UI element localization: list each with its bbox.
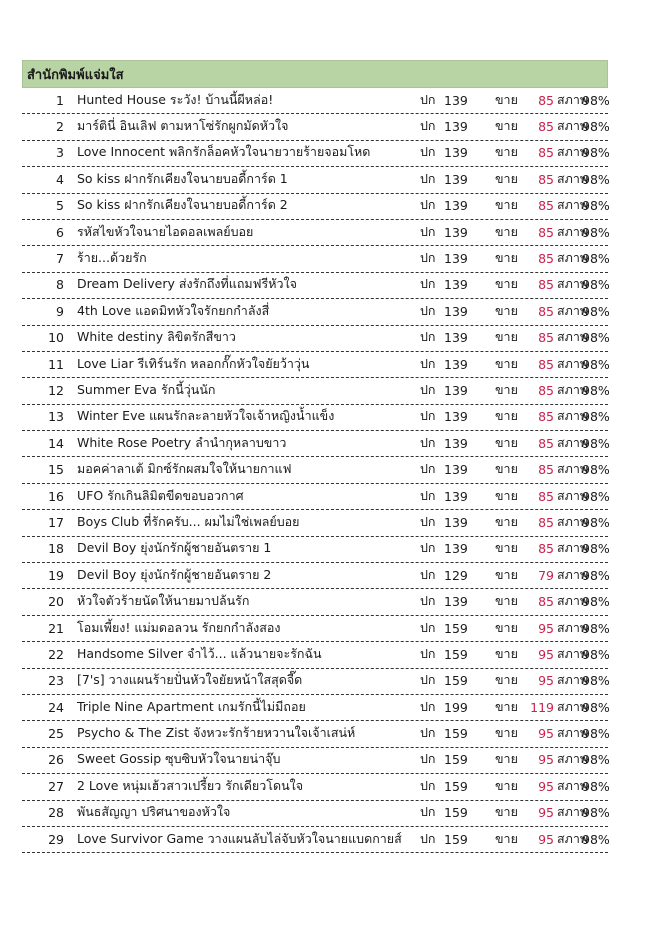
sell-price: 95	[538, 725, 554, 741]
sell-price-label: ขาย	[495, 223, 518, 239]
book-number: 11	[48, 356, 64, 372]
cover-price: 139	[444, 541, 468, 557]
condition-value: 98%	[582, 805, 610, 821]
book-number: 13	[48, 409, 64, 425]
sell-price-label: ขาย	[495, 698, 518, 714]
cover-price-label: ปก	[420, 461, 436, 477]
cover-price: 139	[444, 92, 468, 108]
sell-price-label: ขาย	[495, 751, 518, 767]
book-title: Triple Nine Apartment เกมรักนี้ไม่มีถอย	[77, 698, 306, 714]
sell-price: 85	[538, 488, 554, 504]
condition-label: สภาพ	[557, 250, 589, 266]
book-title: มาร์ตินี่ อินเลิฟ ตามหาโซ่รักผูกมัดหัวใจ	[77, 118, 289, 134]
sell-price-label: ขาย	[495, 303, 518, 319]
book-number: 17	[48, 514, 64, 530]
condition-label: สภาพ	[557, 619, 589, 635]
condition-label: สภาพ	[557, 408, 589, 424]
cover-price: 139	[444, 488, 468, 504]
condition-label: สภาพ	[557, 197, 589, 213]
book-number: 20	[48, 594, 64, 610]
cover-price-label: ปก	[420, 540, 436, 556]
cover-price: 159	[444, 831, 468, 847]
sell-price: 85	[538, 462, 554, 478]
cover-price-label: ปก	[420, 593, 436, 609]
book-number: 28	[48, 805, 64, 821]
book-number: 10	[48, 330, 64, 346]
book-number: 16	[48, 488, 64, 504]
condition-value: 98%	[582, 725, 610, 741]
sell-price-label: ขาย	[495, 619, 518, 635]
condition-value: 98%	[582, 277, 610, 293]
sell-price-label: ขาย	[495, 171, 518, 187]
sell-price: 95	[538, 673, 554, 689]
condition-label: สภาพ	[557, 144, 589, 160]
cover-price: 139	[444, 250, 468, 266]
condition-value: 98%	[582, 303, 610, 319]
condition-value: 98%	[582, 831, 610, 847]
sell-price: 85	[538, 330, 554, 346]
sell-price-label: ขาย	[495, 725, 518, 741]
sell-price: 95	[538, 752, 554, 768]
book-row	[22, 326, 608, 352]
sell-price-label: ขาย	[495, 144, 518, 160]
cover-price: 139	[444, 382, 468, 398]
cover-price: 139	[444, 171, 468, 187]
condition-value: 98%	[582, 541, 610, 557]
cover-price: 139	[444, 303, 468, 319]
book-number: 15	[48, 462, 64, 478]
cover-price: 159	[444, 805, 468, 821]
sell-price-label: ขาย	[495, 382, 518, 398]
sell-price: 79	[538, 567, 554, 583]
cover-price-label: ปก	[420, 514, 436, 530]
book-number: 23	[48, 673, 64, 689]
book-title: Love Liar รีเทิร์นรัก หลอกกั๊กหัวใจยัยว้าวุ่น	[77, 355, 310, 371]
sell-price: 85	[538, 118, 554, 134]
sell-price: 85	[538, 277, 554, 293]
cover-price-label: ปก	[420, 355, 436, 371]
condition-label: สภาพ	[557, 276, 589, 292]
sell-price-label: ขาย	[495, 197, 518, 213]
sell-price-label: ขาย	[495, 329, 518, 345]
sell-price: 85	[538, 541, 554, 557]
book-row	[22, 141, 608, 167]
cover-price: 139	[444, 462, 468, 478]
condition-label: สภาพ	[557, 540, 589, 556]
condition-value: 98%	[582, 594, 610, 610]
sell-price: 85	[538, 171, 554, 187]
condition-label: สภาพ	[557, 778, 589, 794]
book-row	[22, 352, 608, 378]
condition-value: 98%	[582, 382, 610, 398]
publisher-header	[22, 60, 608, 88]
book-row	[22, 774, 608, 800]
book-title: So kiss ฝากรักเคียงใจนายบอดี้การ์ด 1	[77, 171, 288, 187]
condition-value: 98%	[582, 778, 610, 794]
cover-price-label: ปก	[420, 91, 436, 107]
cover-price-label: ปก	[420, 434, 436, 450]
book-number: 18	[48, 541, 64, 557]
book-title: Handsome Silver จำไว้... แล้วนายจะรักฉัน	[77, 646, 322, 662]
book-number: 25	[48, 725, 64, 741]
book-row	[22, 457, 608, 483]
book-number: 29	[48, 831, 64, 847]
condition-label: สภาพ	[557, 751, 589, 767]
book-title: Hunted House ระวัง! บ้านนี้ผีหล่อ!	[77, 91, 274, 107]
book-title: White Rose Poetry ลำนำกุหลาบขาว	[77, 434, 287, 450]
cover-price: 159	[444, 646, 468, 662]
condition-label: สภาพ	[557, 646, 589, 662]
condition-label: สภาพ	[557, 118, 589, 134]
cover-price: 139	[444, 514, 468, 530]
cover-price-label: ปก	[420, 487, 436, 503]
sell-price: 85	[538, 409, 554, 425]
book-title: Sweet Gossip ซุบซิบหัวใจนายน่าจุ๊บ	[77, 751, 281, 767]
book-title: Devil Boy ยุ่งนักรักผู้ชายอันตราย 2	[77, 566, 272, 582]
book-number: 1	[56, 92, 64, 108]
book-list	[22, 60, 608, 853]
condition-label: สภาพ	[557, 434, 589, 450]
sell-price: 95	[538, 778, 554, 794]
book-row	[22, 642, 608, 668]
book-row	[22, 246, 608, 272]
condition-value: 98%	[582, 435, 610, 451]
condition-label: สภาพ	[557, 830, 589, 846]
sell-price: 85	[538, 435, 554, 451]
book-title: ร้าย...ด้วยรัก	[77, 250, 147, 266]
condition-label: สภาพ	[557, 171, 589, 187]
sell-price-label: ขาย	[495, 672, 518, 688]
cover-price: 139	[444, 330, 468, 346]
condition-value: 98%	[582, 250, 610, 266]
condition-value: 98%	[582, 699, 610, 715]
condition-value: 98%	[582, 171, 610, 187]
book-title: Dream Delivery ส่งรักถึงที่แถมฟรีหัวใจ	[77, 276, 297, 292]
cover-price: 159	[444, 778, 468, 794]
cover-price-label: ปก	[420, 725, 436, 741]
book-title: มอคค่าลาเต้ มิกซ์รักผสมใจให้นายกาแฟ	[77, 461, 292, 477]
publisher-title: สำนักพิมพ์แจ่มใส	[27, 67, 124, 83]
book-number: 2	[56, 118, 64, 134]
book-row	[22, 563, 608, 589]
book-row	[22, 405, 608, 431]
cover-price-label: ปก	[420, 118, 436, 134]
cover-price-label: ปก	[420, 646, 436, 662]
condition-value: 98%	[582, 224, 610, 240]
condition-value: 98%	[582, 409, 610, 425]
condition-value: 98%	[582, 488, 610, 504]
condition-label: สภาพ	[557, 355, 589, 371]
book-row	[22, 299, 608, 325]
cover-price: 129	[444, 567, 468, 583]
book-number: 6	[56, 224, 64, 240]
sell-price-label: ขาย	[495, 778, 518, 794]
sell-price-label: ขาย	[495, 830, 518, 846]
sell-price: 85	[538, 92, 554, 108]
book-row	[22, 510, 608, 536]
condition-label: สภาพ	[557, 804, 589, 820]
sell-price: 85	[538, 224, 554, 240]
book-number: 7	[56, 250, 64, 266]
condition-label: สภาพ	[557, 91, 589, 107]
condition-label: สภาพ	[557, 672, 589, 688]
cover-price-label: ปก	[420, 672, 436, 688]
book-row	[22, 378, 608, 404]
cover-price-label: ปก	[420, 804, 436, 820]
sell-price-label: ขาย	[495, 593, 518, 609]
book-title: Love Survivor Game วางแผนลับไล่จับหัวใจนายแบดกายส์	[77, 830, 402, 846]
cover-price-label: ปก	[420, 408, 436, 424]
cover-price: 139	[444, 224, 468, 240]
condition-label: สภาพ	[557, 223, 589, 239]
book-number: 27	[48, 778, 64, 794]
cover-price-label: ปก	[420, 619, 436, 635]
sell-price: 119	[530, 699, 554, 715]
book-number: 9	[56, 303, 64, 319]
book-title: 2 Love หนุ่มเฮ้วสาวเปรี้ยว รักเดียวโดนใจ	[77, 778, 304, 794]
sell-price: 85	[538, 145, 554, 161]
sell-price-label: ขาย	[495, 514, 518, 530]
sell-price-label: ขาย	[495, 408, 518, 424]
sell-price-label: ขาย	[495, 646, 518, 662]
cover-price-label: ปก	[420, 223, 436, 239]
book-row	[22, 669, 608, 695]
condition-label: สภาพ	[557, 566, 589, 582]
cover-price: 159	[444, 620, 468, 636]
cover-price: 139	[444, 435, 468, 451]
cover-price-label: ปก	[420, 329, 436, 345]
book-row	[22, 220, 608, 246]
book-number: 4	[56, 171, 64, 187]
cover-price-label: ปก	[420, 171, 436, 187]
book-number: 24	[48, 699, 64, 715]
cover-price-label: ปก	[420, 566, 436, 582]
condition-label: สภาพ	[557, 487, 589, 503]
book-row	[22, 88, 608, 114]
book-title: หัวใจตัวร้ายนัดให้นายมาปล้นรัก	[77, 593, 250, 609]
sell-price: 85	[538, 356, 554, 372]
sell-price-label: ขาย	[495, 566, 518, 582]
condition-value: 98%	[582, 567, 610, 583]
book-row	[22, 273, 608, 299]
sell-price: 85	[538, 250, 554, 266]
book-row	[22, 589, 608, 615]
condition-label: สภาพ	[557, 698, 589, 714]
book-title: Love Innocent พลิกรักล็อคหัวใจนายวายร้ายจอมโหด	[77, 144, 371, 160]
condition-value: 98%	[582, 462, 610, 478]
sell-price: 95	[538, 646, 554, 662]
condition-value: 98%	[582, 514, 610, 530]
book-number: 22	[48, 646, 64, 662]
condition-label: สภาพ	[557, 461, 589, 477]
condition-value: 98%	[582, 673, 610, 689]
book-title: Psycho & The Zist จังหวะรักร้ายหวานใจเจ้าเสน่ห์	[77, 725, 356, 741]
book-row	[22, 431, 608, 457]
cover-price-label: ปก	[420, 751, 436, 767]
book-title: Summer Eva รักนี้วุ่นนัก	[77, 382, 216, 398]
book-row	[22, 194, 608, 220]
sell-price-label: ขาย	[495, 461, 518, 477]
cover-price: 139	[444, 409, 468, 425]
book-title: [7's] วางแผนร้ายปั่นหัวใจยัยหน้าใสสุดจี๊ด	[77, 672, 303, 688]
book-number: 5	[56, 198, 64, 214]
cover-price: 139	[444, 356, 468, 372]
condition-value: 98%	[582, 356, 610, 372]
cover-price: 159	[444, 725, 468, 741]
book-row	[22, 537, 608, 563]
sell-price-label: ขาย	[495, 355, 518, 371]
sell-price: 85	[538, 514, 554, 530]
condition-value: 98%	[582, 198, 610, 214]
book-row	[22, 484, 608, 510]
cover-price-label: ปก	[420, 303, 436, 319]
condition-value: 98%	[582, 145, 610, 161]
cover-price: 139	[444, 277, 468, 293]
condition-label: สภาพ	[557, 329, 589, 345]
book-number: 19	[48, 567, 64, 583]
condition-value: 98%	[582, 118, 610, 134]
sell-price-label: ขาย	[495, 276, 518, 292]
book-row	[22, 167, 608, 193]
cover-price: 139	[444, 198, 468, 214]
condition-label: สภาพ	[557, 303, 589, 319]
sell-price-label: ขาย	[495, 487, 518, 503]
book-title: Boys Club ที่รักครับ... ผมไม่ใช่เพลย์บอย	[77, 514, 300, 530]
book-row	[22, 721, 608, 747]
cover-price: 159	[444, 752, 468, 768]
book-number: 26	[48, 752, 64, 768]
sell-price-label: ขาย	[495, 91, 518, 107]
sell-price: 85	[538, 594, 554, 610]
book-number: 8	[56, 277, 64, 293]
cover-price: 139	[444, 145, 468, 161]
book-row	[22, 695, 608, 721]
sell-price: 95	[538, 805, 554, 821]
book-rows	[22, 88, 608, 853]
condition-value: 98%	[582, 646, 610, 662]
book-title: Devil Boy ยุ่งนักรักผู้ชายอันตราย 1	[77, 540, 272, 556]
book-row	[22, 616, 608, 642]
sell-price-label: ขาย	[495, 540, 518, 556]
cover-price: 139	[444, 594, 468, 610]
cover-price-label: ปก	[420, 250, 436, 266]
condition-label: สภาพ	[557, 593, 589, 609]
book-title: 4th Love แอดมิทหัวใจรักยกกำลังสี่	[77, 303, 270, 319]
condition-label: สภาพ	[557, 382, 589, 398]
cover-price-label: ปก	[420, 698, 436, 714]
book-row	[22, 827, 608, 853]
book-title: UFO รักเกินลิมิตขีดขอบอวกาศ	[77, 487, 244, 503]
cover-price-label: ปก	[420, 778, 436, 794]
book-title: พันธสัญญา ปริศนาของหัวใจ	[77, 804, 231, 820]
book-row	[22, 748, 608, 774]
book-title: White destiny ลิขิตรักสีขาว	[77, 329, 236, 345]
cover-price-label: ปก	[420, 197, 436, 213]
cover-price-label: ปก	[420, 144, 436, 160]
book-number: 14	[48, 435, 64, 451]
cover-price-label: ปก	[420, 830, 436, 846]
cover-price: 139	[444, 118, 468, 134]
condition-value: 98%	[582, 330, 610, 346]
book-title: รหัสไขหัวใจนายไอดอลเพลย์บอย	[77, 223, 254, 239]
book-title: So kiss ฝากรักเคียงใจนายบอดี้การ์ด 2	[77, 197, 288, 213]
cover-price: 159	[444, 673, 468, 689]
book-row	[22, 114, 608, 140]
condition-label: สภาพ	[557, 725, 589, 741]
book-number: 3	[56, 145, 64, 161]
condition-value: 98%	[582, 620, 610, 636]
sell-price: 95	[538, 620, 554, 636]
book-number: 21	[48, 620, 64, 636]
sell-price: 95	[538, 831, 554, 847]
sell-price-label: ขาย	[495, 118, 518, 134]
sell-price: 85	[538, 303, 554, 319]
cover-price: 199	[444, 699, 468, 715]
condition-value: 98%	[582, 752, 610, 768]
book-title: Winter Eve แผนรักละลายหัวใจเจ้าหญิงน้ำแข็ง	[77, 408, 335, 424]
condition-value: 98%	[582, 92, 610, 108]
book-title: โอมเพี้ยง! แม่มดอลวน รักยกกำลังสอง	[77, 619, 281, 635]
sell-price-label: ขาย	[495, 434, 518, 450]
sell-price-label: ขาย	[495, 804, 518, 820]
cover-price-label: ปก	[420, 382, 436, 398]
cover-price-label: ปก	[420, 276, 436, 292]
book-row	[22, 801, 608, 827]
condition-label: สภาพ	[557, 514, 589, 530]
book-number: 12	[48, 382, 64, 398]
sell-price-label: ขาย	[495, 250, 518, 266]
sell-price: 85	[538, 382, 554, 398]
sell-price: 85	[538, 198, 554, 214]
